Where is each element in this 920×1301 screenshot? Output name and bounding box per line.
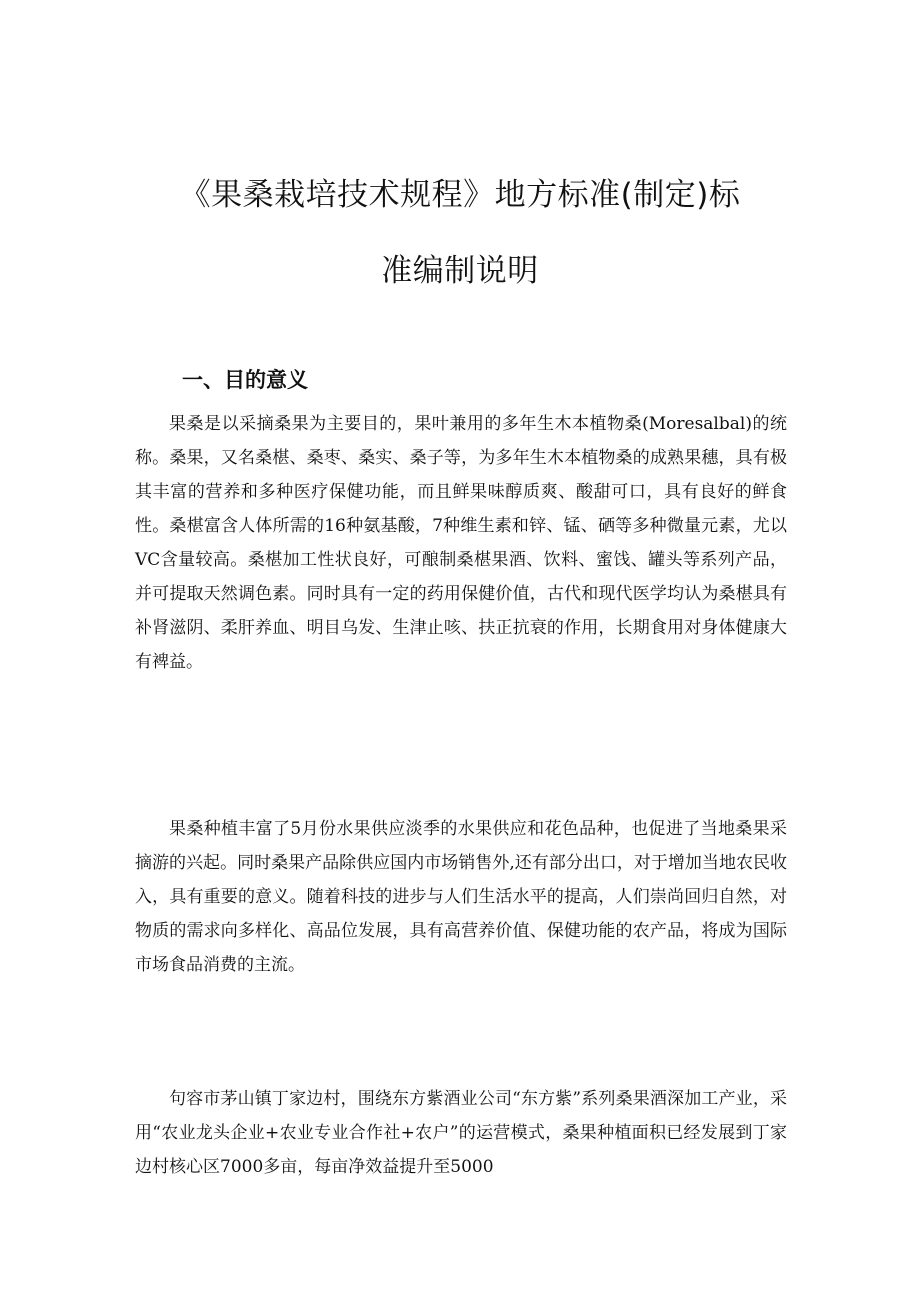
document-title-line-1: 《果桑栽培技术规程》地方标准(制定)标: [179, 177, 741, 213]
section-heading-purpose: 一、目的意义: [182, 368, 308, 392]
body-paragraph-3: 句容市茅山镇丁家边村，围绕东方紫酒业公司“东方紫”系列桑果酒深加工产业，采用“农业龙头企业+农业专业合作社+农户”的运营模式，桑果种植面积已经发展到丁家边村核心区7000多亩，每亩净效益提升至5000: [135, 1089, 787, 1177]
body-paragraph-2: 果桑种植丰富了5月份水果供应淡季的水果供应和花色品种，也促进了当地桑果采摘游的兴起。同时桑果产品除供应国内市场销售外,还有部分出口，对于增加当地农民收入，具有重要的意义。随着科技的进步与人们生活水平的提高，人们崇尚回归自然，对物质的需求向多样化、高品位发展，具有高营养价值、保健功能的农产品，将成为国际市场食品消费的主流。: [135, 819, 787, 975]
document-title-line-2: 准编制说明: [381, 253, 539, 289]
body-paragraph-1: 果桑是以采摘桑果为主要目的，果叶兼用的多年生木本植物桑(Moresalbal)的统称。桑果，又名桑椹、桑枣、桑实、桑子等，为多年生木本植物桑的成熟果穗，具有极其丰富的营养和多种医疗保健功能，而且鲜果味醇质爽、酸甜可口，具有良好的鲜食性。桑椹富含人体所需的16种氨基酸，7种维生素和锌、锰、硒等多种微量元素，尤以VC含量较高。桑椹加工性状良好，可酿制桑椹果酒、饮料、蜜饯、罐头等系列产品，并可提取天然调色素。同时具有一定的药用保健价值，古代和现代医学均认为桑椹具有补肾滋阴、柔肝养血、明目乌发、生津止咳、扶正抗衰的作用，长期食用对身体健康大有裨益。: [135, 414, 787, 672]
